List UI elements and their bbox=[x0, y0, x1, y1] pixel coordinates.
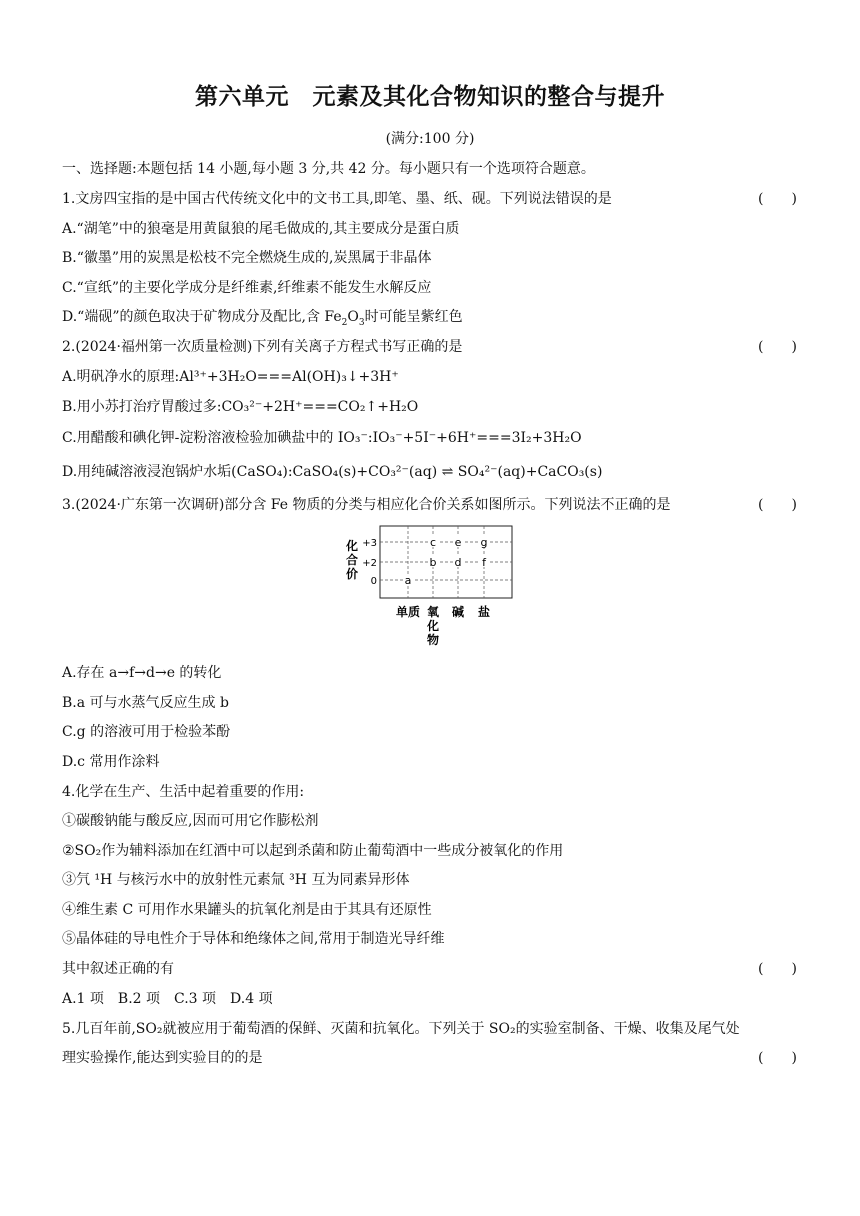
point-a: a bbox=[404, 574, 412, 587]
q3-option-c: C.g 的溶液可用于检验苯酚 bbox=[62, 724, 231, 740]
q4-item-4: ④维生素 C 可用作水果罐头的抗氧化剂是由于其具有还原性 bbox=[62, 902, 432, 918]
x-tick-label: 化 bbox=[426, 619, 440, 633]
q1-option-c: C.“宣纸”的主要化学成分是纤维素,纤维素不能发生水解反应 bbox=[62, 280, 432, 296]
q4-item-1: ①碳酸钠能与酸反应,因而可用它作膨松剂 bbox=[62, 813, 319, 829]
x-tick-label: 碱 bbox=[451, 605, 465, 619]
q3-stem: 3.(2024·广东第一次调研)部分含 Fe 物质的分类与相应化合价关系如图所示。下列说法不正确的是 bbox=[62, 497, 671, 513]
point-b: b bbox=[429, 556, 437, 569]
point-e: e bbox=[454, 536, 462, 549]
y-axis-label: 化 bbox=[345, 539, 359, 553]
q4-item-3: ③氕 ¹H 与核污水中的放射性元素氚 ³H 互为同素异形体 bbox=[62, 872, 410, 888]
point-d: d bbox=[454, 556, 462, 569]
q5-answer-blank: ( ) bbox=[758, 1050, 797, 1066]
point-c: c bbox=[429, 536, 437, 549]
fe-valence-chart bbox=[340, 522, 530, 656]
q4-ask: 其中叙述正确的有 bbox=[62, 961, 174, 977]
q3-option-b: B.a 可与水蒸气反应生成 b bbox=[62, 695, 229, 711]
page-title: 第六单元 元素及其化合物知识的整合与提升 bbox=[195, 84, 665, 110]
q2-option-a: A.明矾净水的原理:Al³⁺+3H₂O===Al(OH)₃↓+3H⁺ bbox=[62, 369, 399, 385]
point-g: g bbox=[480, 536, 488, 549]
q5-stem-line2: 理实验操作,能达到实验目的的是 bbox=[62, 1050, 263, 1066]
q2-option-c: C.用醋酸和碘化钾-淀粉溶液检验加碘盐中的 IO₃⁻:IO₃⁻+5I⁻+6H⁺===3I₂+3H₂O bbox=[62, 430, 582, 446]
q1-answer-blank: ( ) bbox=[758, 191, 797, 207]
q4-item-2: ②SO₂作为辅料添加在红酒中可以起到杀菌和防止葡萄酒中一些成分被氧化的作用 bbox=[62, 843, 564, 859]
q4-stem: 4.化学在生产、生活中起着重要的作用: bbox=[62, 784, 305, 800]
q1-option-a: A.“湖笔”中的狼毫是用黄鼠狼的尾毛做成的,其主要成分是蛋白质 bbox=[62, 221, 460, 237]
x-tick-label: 单质 bbox=[395, 605, 421, 619]
y-axis-label: 价 bbox=[345, 567, 359, 581]
q3-option-a: A.存在 a→f→d→e 的转化 bbox=[62, 665, 222, 681]
score-note: (满分:100 分) bbox=[385, 131, 475, 147]
section-heading: 一、选择题:本题包括 14 小题,每小题 3 分,共 42 分。每小题只有一个选项符合题意。 bbox=[62, 161, 595, 177]
q4-item-5: ⑤晶体硅的导电性介于导体和绝缘体之间,常用于制造光导纤维 bbox=[62, 931, 445, 947]
q2-option-d: D.用纯碱溶液浸泡锅炉水垢(CaSO₄):CaSO₄(s)+CO₃²⁻(aq) ⇌ SO₄²⁻(aq)+CaCO₃(s) bbox=[62, 464, 603, 480]
point-f: f bbox=[482, 556, 486, 569]
y-tick-label: +2 bbox=[362, 558, 377, 569]
q5-stem-line1: 5.几百年前,SO₂就被应用于葡萄酒的保鲜、灭菌和抗氧化。下列关于 SO₂的实验室制备、干燥、收集及尾气处 bbox=[62, 1021, 740, 1037]
y-tick-label: +3 bbox=[362, 538, 377, 549]
q2-answer-blank: ( ) bbox=[758, 339, 797, 355]
q2-stem: 2.(2024·福州第一次质量检测)下列有关离子方程式书写正确的是 bbox=[62, 339, 463, 355]
q4-answer-blank: ( ) bbox=[758, 961, 797, 977]
q4-options: A.1 项 B.2 项 C.3 项 D.4 项 bbox=[62, 991, 273, 1007]
q3-option-d: D.c 常用作涂料 bbox=[62, 754, 160, 770]
valence-chart-svg bbox=[340, 522, 530, 652]
y-tick-label: 0 bbox=[370, 576, 377, 587]
q2-option-b: B.用小苏打治疗胃酸过多:CO₃²⁻+2H⁺===CO₂↑+H₂O bbox=[62, 399, 419, 415]
q1-stem: 1.文房四宝指的是中国古代传统文化中的文书工具,即笔、墨、纸、砚。下列说法错误的是 bbox=[62, 191, 612, 207]
x-tick-label: 物 bbox=[426, 633, 440, 647]
x-tick-label: 氧 bbox=[426, 605, 440, 619]
q3-answer-blank: ( ) bbox=[758, 497, 797, 513]
x-tick-label: 盐 bbox=[477, 605, 491, 619]
y-axis-label: 合 bbox=[345, 553, 359, 567]
q1-option-b: B.“徽墨”用的炭黑是松枝不完全燃烧生成的,炭黑属于非晶体 bbox=[62, 250, 432, 266]
q1-option-d: D.“端砚”的颜色取决于矿物成分及配比,含 $Fe_2O_3$时可能呈紫红色 bbox=[62, 309, 463, 328]
